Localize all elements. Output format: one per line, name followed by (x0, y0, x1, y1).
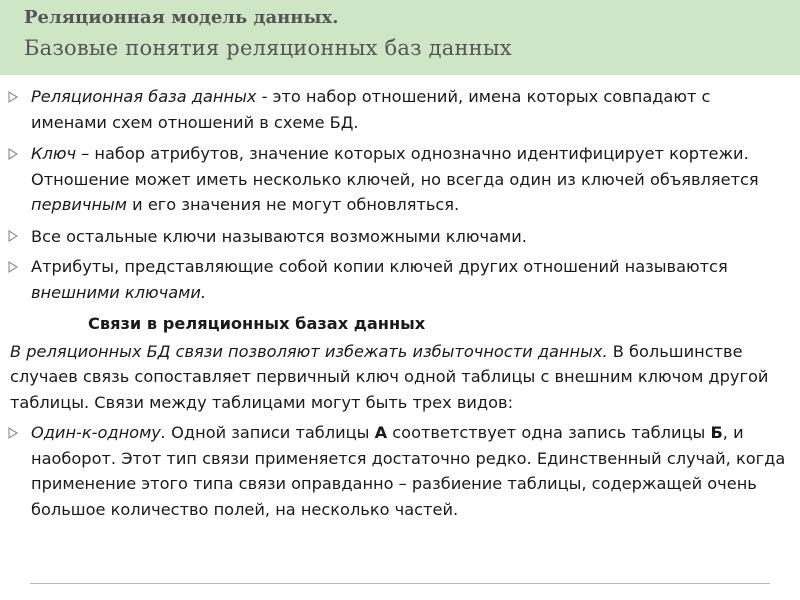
definition-text: , и наоборот. Этот тип связи применяется достаточно редко. Единственный случай, когда применение этого типа связи оправданно – разбиение таблицы, содержащей очень большое количество полей, на несколько частей. (31, 423, 786, 519)
emph-redundancy: В реляционных БД связи позволяют избежать избыточности данных. (10, 341, 608, 361)
slide-body (0, 80, 790, 522)
arrow-bullet-icon (6, 84, 20, 109)
definition-text: соответствует одна запись таблицы (387, 423, 711, 442)
slide-subtitle: Базовые понятия реляционных баз данных (24, 36, 512, 60)
arrow-bullet-icon (6, 420, 20, 445)
arrow-bullet-icon (6, 141, 20, 166)
definition-text: В большинстве случаев связь сопоставляет первичный ключ одной таблицы с внешним ключом другой таблицы. Связи между таблицами могут быть трех видов: (10, 341, 769, 412)
slide-title-bar (0, 0, 800, 75)
emph-foreign-keys: внешними ключами. (31, 282, 206, 302)
arrow-bullet-icon (6, 254, 20, 279)
paragraph-key (0, 141, 790, 218)
definition-text: - это набор отношений, имена которых совпадают с именами схем отношений в схеме БД. (31, 87, 711, 132)
definition-text: Атрибуты, представляющие собой копии ключей других отношений называются (31, 257, 728, 276)
footer-divider (30, 583, 770, 584)
paragraph-candidate-keys (0, 224, 790, 250)
definition-text: и его значения не могут обновляться. (127, 195, 460, 214)
term-one-to-one: Один-к-одному. (31, 423, 167, 442)
section-heading: Связи в реляционных базах данных (88, 314, 426, 333)
emph-primary: первичным (31, 195, 128, 214)
paragraph-foreign-keys (0, 254, 790, 305)
term-relational-db: Реляционная база данных (31, 87, 257, 106)
paragraph-relational-db (0, 84, 790, 135)
paragraph-relations-intro (0, 339, 790, 416)
slide-title: Реляционная модель данных. (24, 7, 339, 28)
paragraph-one-to-one (0, 420, 790, 522)
definition-text: Одной записи таблицы (166, 423, 375, 442)
arrow-bullet-icon (6, 224, 20, 249)
table-a-label: А (374, 423, 388, 442)
definition-text: Все остальные ключи называются возможными ключами. (31, 226, 527, 246)
definition-text: – набор атрибутов, значение которых однозначно идентифицирует кортежи. Отношение может иметь несколько ключей, но всегда один из ключей объявляется (31, 144, 759, 189)
table-b-label: Б (710, 423, 723, 442)
term-key: Ключ (31, 144, 77, 163)
